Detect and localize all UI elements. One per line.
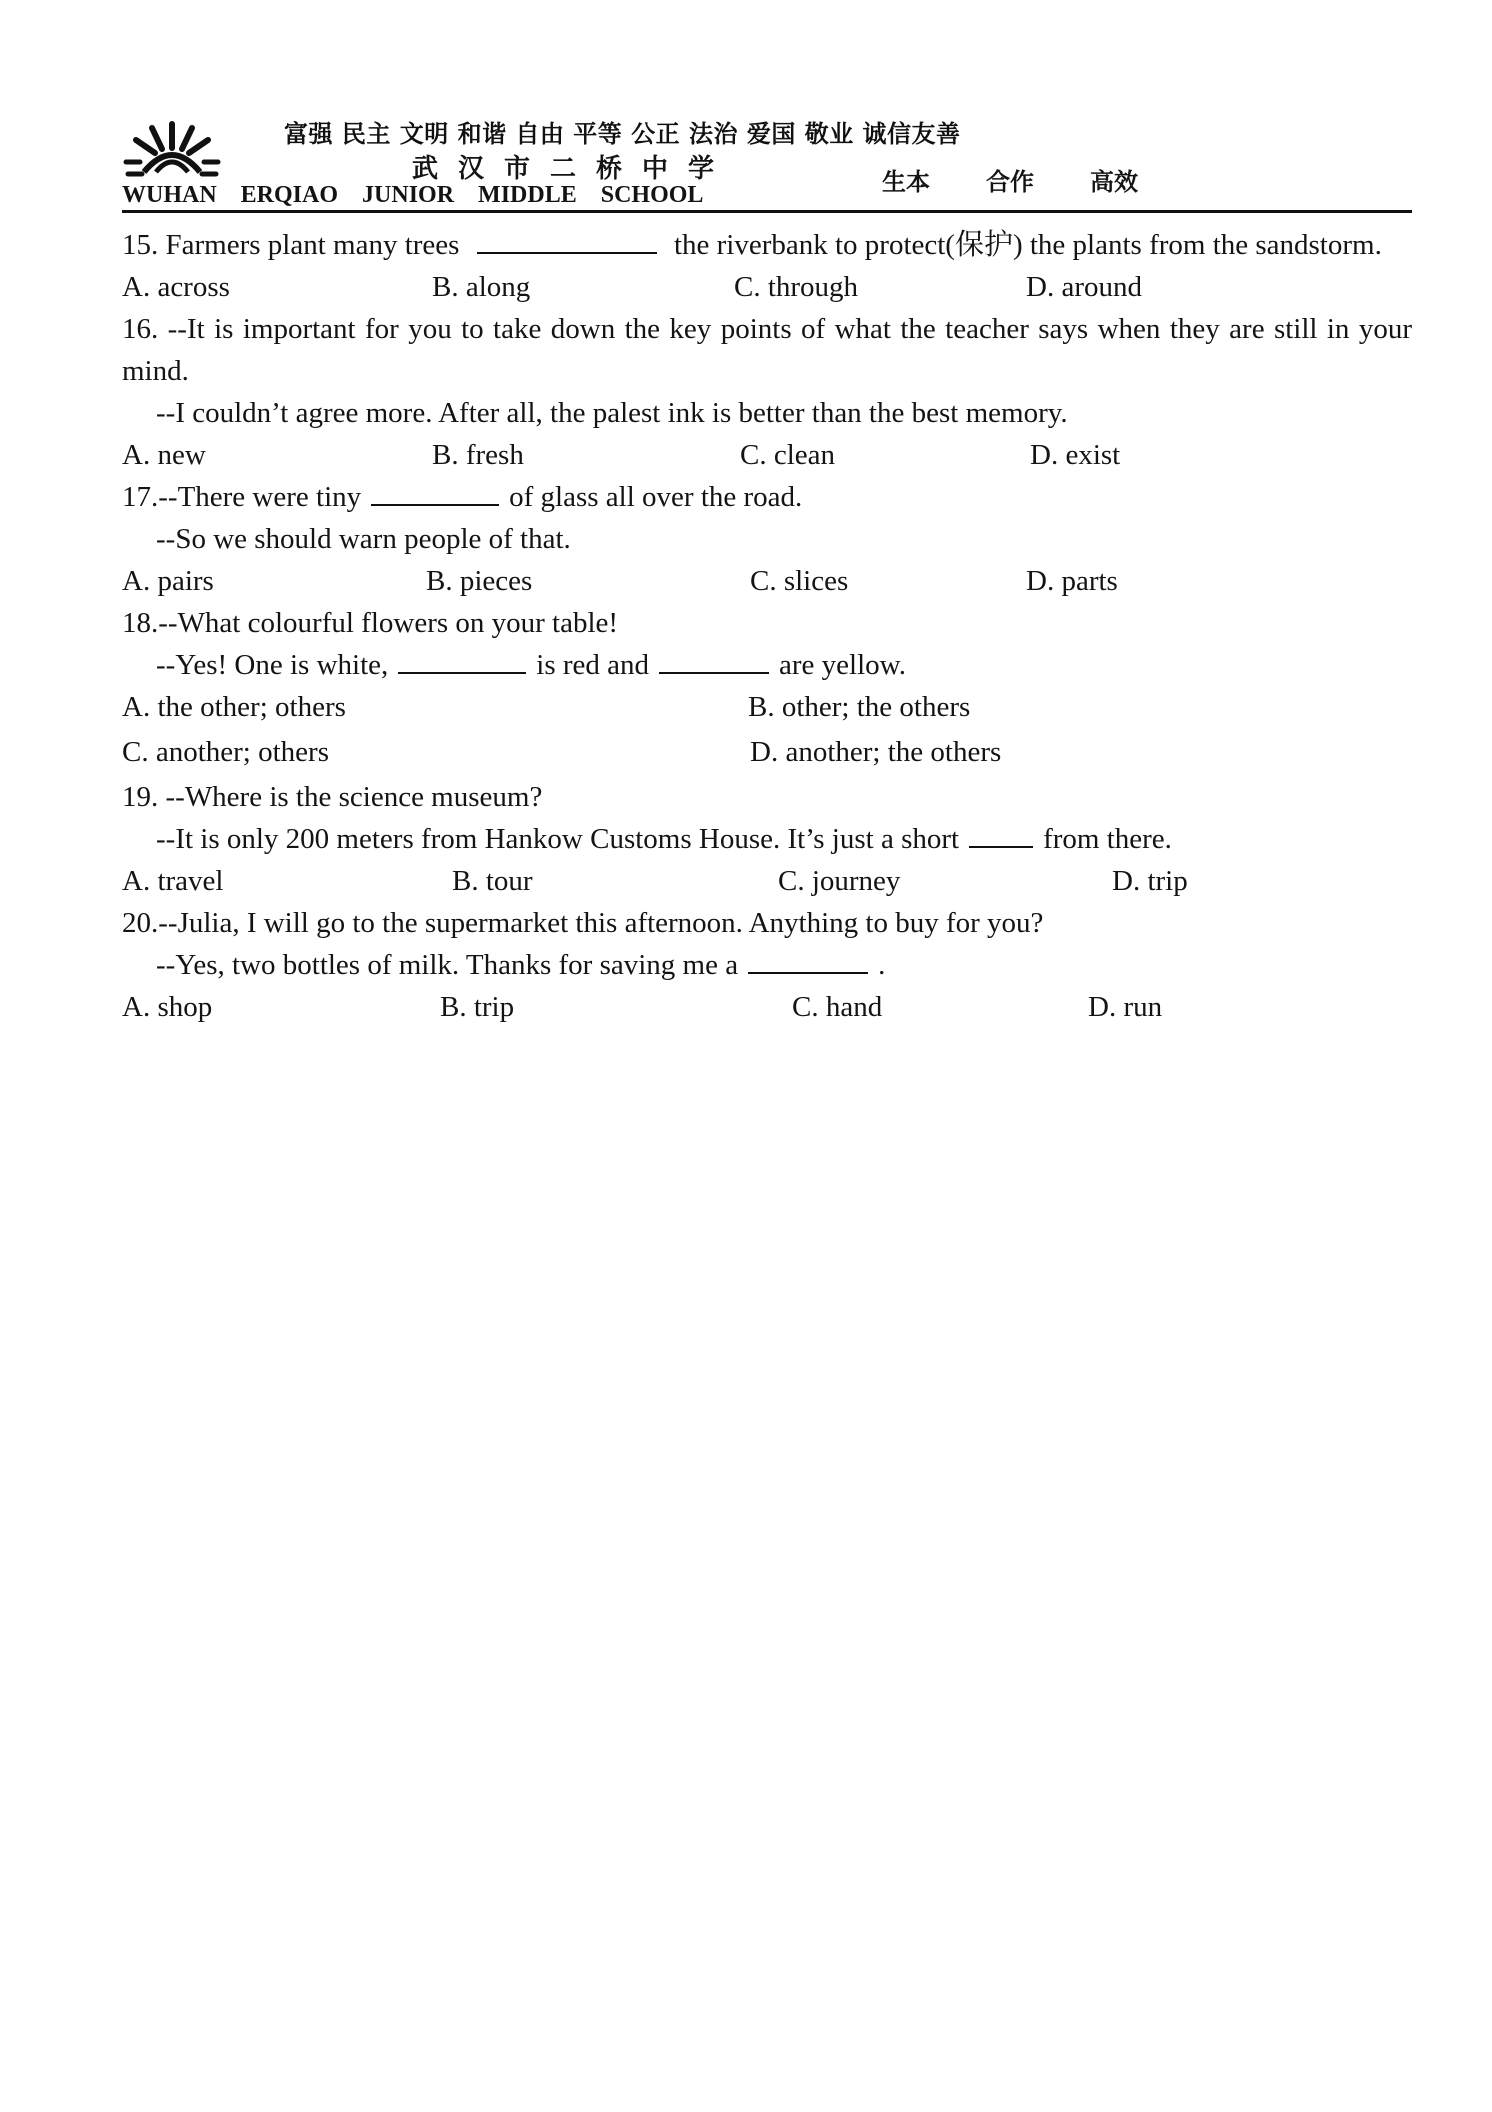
school-name-word: JUNIOR [362, 182, 455, 208]
question-stem: 16. --It is important for you to take down the key points of what the teacher says when they are still in your mind. [122, 313, 1412, 387]
response-line: --So we should warn people of that. [156, 523, 571, 555]
question-20 [122, 902, 1412, 1028]
stem-text: from there. [1043, 823, 1172, 855]
header-divider [122, 210, 1412, 213]
slogan: 高效 [1090, 168, 1138, 196]
question-stem: 20.--Julia, I will go to the supermarket this afternoon. Anything to buy for you? [122, 907, 1044, 939]
option-b: B. fresh [432, 439, 524, 471]
question-16 [122, 308, 1412, 476]
stem-text: the riverbank to protect(保护) the plants from the sandstorm. [673, 229, 1382, 261]
stem-text: are yellow. [779, 649, 906, 681]
slogan: 合作 [986, 168, 1034, 196]
question-stem: 19. --Where is the science museum? [122, 781, 543, 813]
school-name-word: SCHOOL [600, 182, 704, 208]
question-stem [122, 224, 1412, 266]
option-a: A. across [122, 271, 230, 303]
question-stem [122, 476, 1412, 518]
answer-blank [371, 478, 499, 506]
option-a: A. travel [122, 865, 224, 897]
option-d: D. parts [1026, 565, 1118, 597]
option-d: D. trip [1112, 865, 1188, 897]
question-19 [122, 776, 1412, 902]
core-values-motto: 富强 民主 文明 和谐 自由 平等 公正 法治 爱国 敬业 诚信友善 [284, 120, 961, 148]
answer-blank [398, 646, 526, 674]
option-a: A. pairs [122, 565, 214, 597]
question-17 [122, 476, 1412, 602]
stem-text: . [878, 949, 886, 981]
options-row [122, 731, 1412, 776]
response-line [122, 944, 1412, 986]
option-c: C. another; others [122, 736, 329, 768]
school-header [122, 112, 1412, 216]
question-18 [122, 602, 1412, 776]
question-list [122, 224, 1412, 1028]
school-name-word: ERQIAO [240, 182, 339, 208]
school-name-english [122, 182, 727, 209]
response-line [122, 644, 1412, 686]
answer-blank [659, 646, 769, 674]
stem-text: is red and [536, 649, 650, 681]
option-b: B. pieces [426, 565, 533, 597]
options-row [122, 986, 1412, 1028]
option-d: D. exist [1030, 439, 1121, 471]
question-15 [122, 224, 1412, 308]
option-a: A. the other; others [122, 691, 346, 723]
school-name-word: WUHAN [122, 182, 217, 208]
stem-text: 15. Farmers plant many trees [122, 229, 460, 261]
option-c: C. hand [792, 991, 883, 1023]
answer-blank [748, 946, 868, 974]
option-b: B. trip [440, 991, 515, 1023]
answer-blank [477, 226, 657, 254]
stem-text: of glass all over the road. [509, 481, 803, 513]
question-stem: 18.--What colourful flowers on your table! [122, 607, 619, 639]
option-b: B. along [432, 271, 531, 303]
options-row [122, 266, 1412, 308]
school-slogans [882, 162, 1194, 197]
stem-text: --Yes! One is white, [156, 649, 389, 681]
options-row [122, 860, 1412, 902]
option-b: B. other; the others [748, 691, 971, 723]
stem-text: 17.--There were tiny [122, 481, 362, 513]
option-a: A. shop [122, 991, 213, 1023]
option-b: B. tour [452, 865, 533, 897]
option-c: C. slices [750, 565, 849, 597]
slogan: 生本 [882, 168, 930, 196]
option-c: C. through [734, 271, 859, 303]
school-name-word: MIDDLE [478, 182, 577, 208]
stem-text: --It is only 200 meters from Hankow Customs House. It’s just a short [156, 823, 960, 855]
response-line [122, 818, 1412, 860]
stem-text: --Yes, two bottles of milk. Thanks for saving me a [156, 949, 739, 981]
school-logo-icon [122, 118, 222, 180]
options-row [122, 560, 1412, 602]
option-d: D. around [1026, 271, 1142, 303]
option-c: C. clean [740, 439, 836, 471]
response-line: --I couldn’t agree more. After all, the palest ink is better than the best memory. [156, 397, 1068, 429]
school-name-chinese: 武汉市二桥中学 [412, 154, 735, 184]
options-row [122, 434, 1412, 476]
option-d: D. another; the others [750, 736, 1002, 768]
answer-blank [969, 820, 1033, 848]
option-c: C. journey [778, 865, 901, 897]
option-d: D. run [1088, 991, 1163, 1023]
option-a: A. new [122, 439, 206, 471]
options-row [122, 686, 1412, 731]
